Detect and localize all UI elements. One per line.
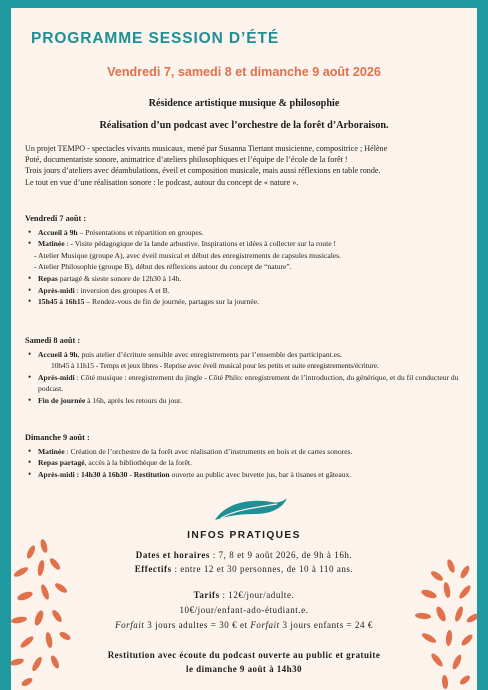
list-item: • 15h45 à 16h15 – Rendez-vous de fin de journée, partages sur la journée. — [25, 296, 471, 308]
residence-subtitle: Résidence artistique musique & philosophie — [148, 98, 340, 109]
dates-line: Dates et horaires : 7, 8 et 9 août 2026, de 9h à 16h. — [135, 550, 353, 560]
restitution-line: Restitution avec écoute du podcast ouverte au public et gratuite — [107, 650, 381, 660]
list-item: • Après-midi : inversion des groupes A et B. — [25, 285, 471, 297]
orange-burst-icon — [415, 556, 477, 690]
programme-sheet — [11, 8, 477, 690]
restitution-date: le dimanche 9 août à 14h30 — [186, 664, 302, 674]
list-item: • Après-midi : Côté musique : enregistrement du jingle - Côté Philo: enregistrement de l’introduction, du générique, et du fil conducteur du podcast. — [25, 372, 471, 395]
effectifs-line: Effectifs : entre 12 et 30 personnes, de 10 à 110 ans. — [134, 564, 354, 574]
sunday-section — [25, 432, 471, 480]
intro-paragraph — [25, 143, 467, 188]
page-title: PROGRAMME SESSION D’ÉTÉ — [31, 30, 280, 47]
sunday-list — [25, 446, 471, 481]
list-item: • Accueil à 9h – Présentations et répartition en groupes. — [25, 227, 471, 239]
friday-section — [25, 213, 471, 308]
list-item: • Après-midi : 14h30 à 16h30 - Restitution ouverte au public avec buvette jus, bar à tisanes et gâteaux. — [25, 469, 471, 481]
tarifs-line: Tarifs : 12€/jour/adulte. — [193, 590, 295, 600]
forfait-line: Forfait 3 jours adultes = 30 € et Forfait 3 jours enfants = 24 € — [115, 620, 373, 630]
sunday-title: Dimanche 9 août : — [25, 433, 90, 442]
list-item: • Accueil à 9h, puis atelier d’écriture sensible avec enregistrements par l’ensemble des participant.es. — [25, 349, 471, 361]
list-item: • Repas partagé, accès à la bibliothèque de la forêt. — [25, 457, 471, 469]
list-item: • Matinée : - Visite pédagogique de la lande arbustive. Inspirations et idées à collecter sur la route ! — [25, 238, 471, 250]
friday-list — [25, 227, 471, 308]
orange-sprig-icon — [11, 538, 73, 690]
list-item: • Fin de journée à 16h, après les retours du jour. — [25, 395, 471, 407]
intro-line: Un projet TEMPO - spectacles vivants musicaux, mené par Susanna Tiertant musicienne, compositrice ; Hélène — [25, 144, 388, 153]
intro-line: Poté, documentariste sonore, animatrice d’ateliers philosophiques et l’équipe de l’école de la forêt ! — [25, 155, 348, 165]
podcast-subtitle: Réalisation d’un podcast avec l’orchestre de la forêt d’Arboraison. — [99, 120, 389, 131]
list-item: • Matinée : Création de l’orchestre de la forêt avec réalisation d’instruments en bois et de cartes sonores. — [25, 446, 471, 458]
event-dates-heading: Vendredi 7, samedi 8 et dimanche 9 août 2026 — [107, 65, 381, 79]
teal-leaf-icon — [211, 496, 289, 526]
infos-title: INFOS PRATIQUES — [187, 530, 301, 541]
list-item: - Atelier Musique (groupe A), avec éveil musical et début des enregistrements de capsules musicales. — [34, 250, 342, 260]
list-item: - Atelier Philosophie (groupe B), début des réflexions autour du concept de “nature”. — [34, 262, 292, 272]
intro-line: Trois jours d’ateliers avec déambulations, éveil et composition musicale, mais aussi réflexions en table ronde. — [25, 166, 381, 176]
intro-line: Le tout en vue d’une réalisation sonore : le podcast, autour du concept de « nature ». — [25, 177, 299, 187]
tarifs-line-2: 10€/jour/enfant-ado-étudiant.e. — [179, 605, 309, 615]
saturday-title: Samedi 8 août : — [25, 336, 81, 345]
saturday-section — [25, 335, 471, 407]
friday-title: Vendredi 7 août : — [25, 214, 87, 223]
list-item: 10h45 à 11h15 - Temps et jeux libres - Reprise avec éveil musical pour les petits et suite enregistrements/écriture. — [51, 361, 379, 371]
saturday-list — [25, 349, 471, 407]
list-item: • Repas partagé & sieste sonore de 12h30 à 14h. — [25, 273, 471, 285]
